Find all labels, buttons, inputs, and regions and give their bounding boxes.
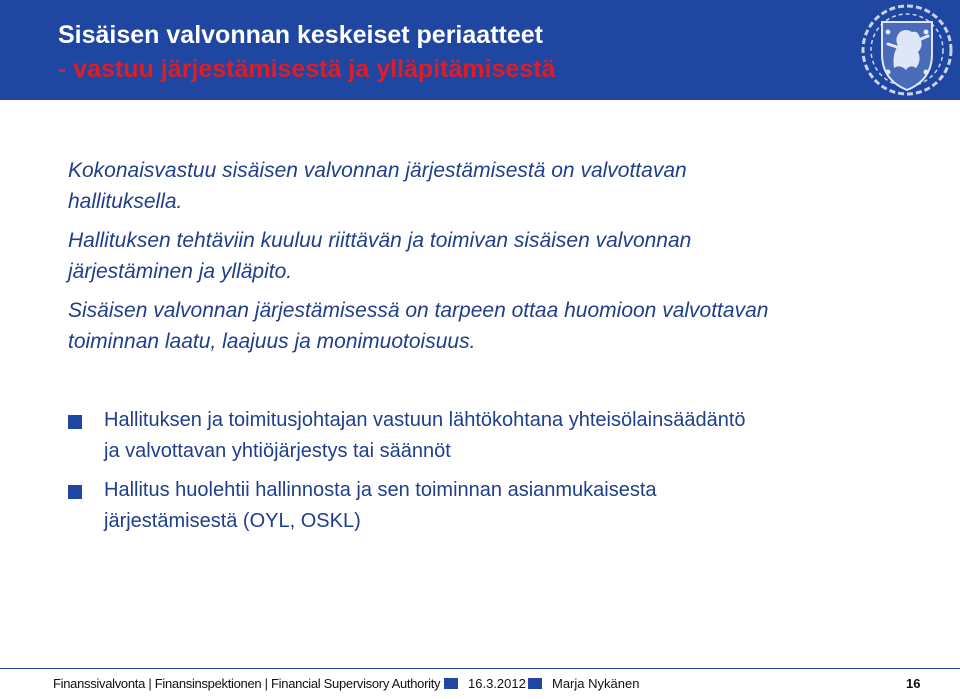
slide-title: Sisäisen valvonnan keskeiset periaatteet	[58, 21, 543, 49]
footer-square-icon	[528, 678, 542, 689]
paragraph-line: toiminnan laatu, laajuus ja monimuotoisuus.	[68, 330, 476, 353]
paragraph-overall-responsibility	[68, 155, 928, 217]
bullet-line: Hallitus huolehtii hallinnosta ja sen toiminnan asianmukaisesta	[104, 479, 657, 501]
slide-header	[0, 0, 960, 100]
paragraph-line: järjestäminen ja ylläpito.	[68, 260, 293, 283]
bullet-line: ja valvottavan yhtiöjärjestys tai säännöt	[104, 440, 451, 462]
page-number: 16	[906, 676, 921, 691]
paragraph-line: Kokonaisvastuu sisäisen valvonnan järjestämisestä on valvottavan	[68, 159, 687, 182]
paragraph-consideration	[68, 295, 928, 357]
bullet-line: järjestämisestä (OYL, OSKL)	[104, 510, 361, 532]
footer-divider	[0, 668, 960, 669]
footer-organization: Finanssivalvonta | Finansinspektionen | Financial Supervisory Authority	[53, 676, 441, 691]
bullet-line: Hallituksen ja toimitusjohtajan vastuun lähtökohtana yhteisölainsäädäntö	[104, 409, 746, 431]
footer-square-icon	[444, 678, 458, 689]
paragraph-line: hallituksella.	[68, 190, 183, 213]
slide-footer	[0, 674, 960, 696]
paragraph-board-duties	[68, 225, 928, 287]
lion-coat-of-arms-icon	[858, 2, 956, 98]
bullet-text	[104, 475, 924, 537]
paragraph-line: Sisäisen valvonnan järjestämisessä on tarpeen ottaa huomioon valvottavan	[68, 299, 769, 322]
slide-subtitle: - vastuu järjestämisestä ja ylläpitämisestä	[58, 55, 556, 83]
paragraph-line: Hallituksen tehtäviin kuuluu riittävän ja toimivan sisäisen valvonnan	[68, 229, 692, 252]
footer-date: 16.3.2012	[468, 676, 526, 691]
footer-author: Marja Nykänen	[552, 676, 640, 691]
bullet-text	[104, 405, 924, 467]
bullet-square-icon	[68, 415, 82, 429]
bullet-square-icon	[68, 485, 82, 499]
